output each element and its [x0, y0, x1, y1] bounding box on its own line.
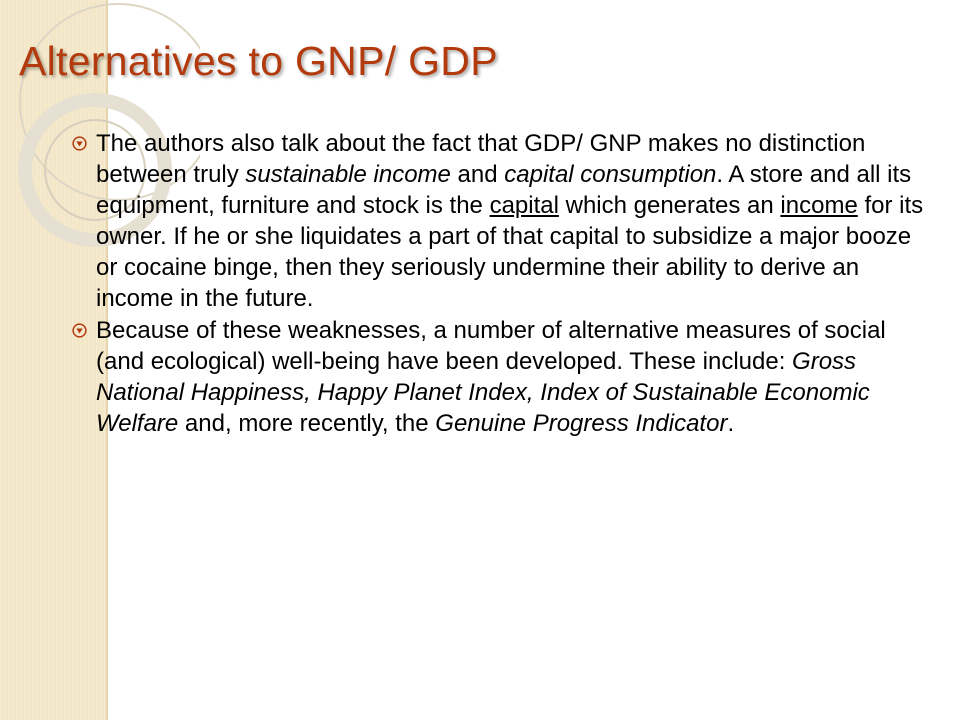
bullet-1-text: The authors also talk about the fact that GDP/ GNP makes no distinction between truly sustainable income and capital consumption. A store and all its equipment, furniture and stock is the capital which generates an income for its owner. If he or she liquidates a part of that capital to subsidize a major booze or cocaine binge, then they seriously undermine their ability to derive an income in the future.: [96, 130, 924, 312]
bullet-item-2: [72, 315, 934, 439]
underlined-capital: capital: [489, 192, 559, 219]
bullet-item-1: [72, 128, 934, 314]
bullet-2-text: Because of these weaknesses, a number of alternative measures of social (and ecological) well-being have been developed. These include: Gross National Happiness, Happy Planet Index, Index of Sustainable Economic Welfare and, more recently, the Genuine Progress Indicator.: [96, 317, 886, 437]
slide-title: Alternatives to GNP/ GDP: [19, 38, 498, 84]
circled-triangle-bullet-icon: [72, 136, 87, 151]
underlined-income: income: [780, 192, 858, 219]
circled-triangle-bullet-icon: [72, 323, 87, 338]
slide-body: [72, 128, 934, 440]
